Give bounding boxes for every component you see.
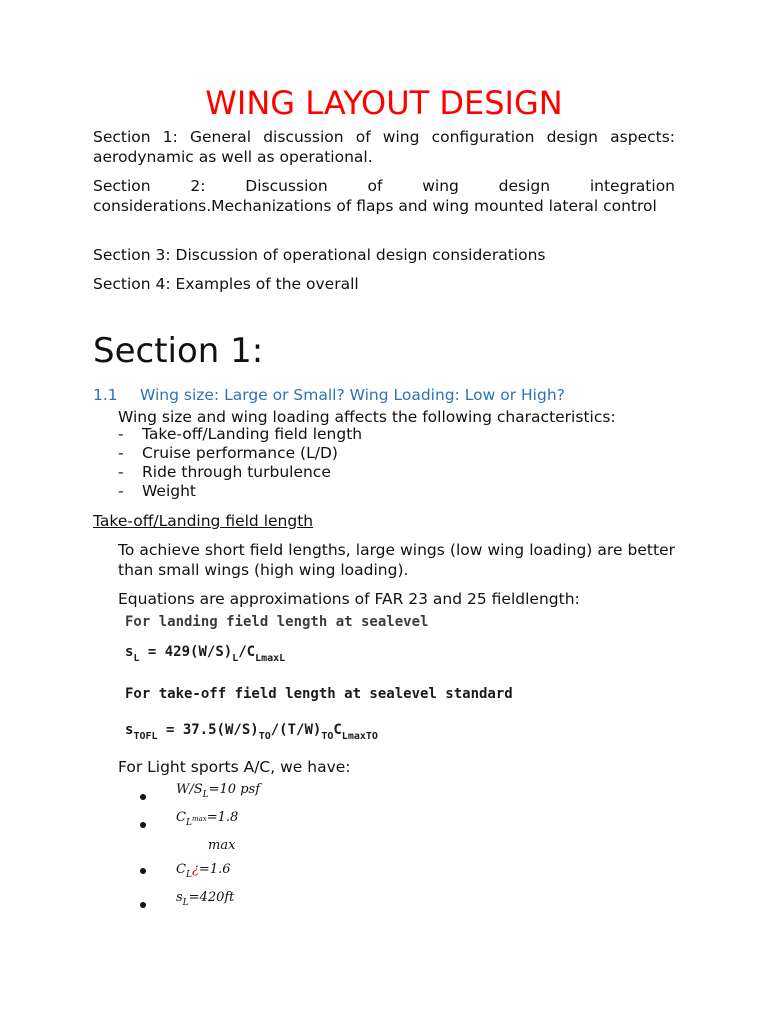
subsection-heading — [93, 386, 565, 404]
list-item: - Take-off/Landing field length — [118, 425, 363, 443]
bullet-icon — [140, 794, 146, 800]
landing-equation: $s_L = 429(W/S)_L/C_{LmaxL}$ — [125, 644, 286, 664]
list-item: - Weight — [118, 482, 197, 500]
cl-value: $C_L¿=1.6$ — [176, 862, 231, 880]
bullet-icon — [140, 868, 146, 874]
equations-image — [120, 612, 530, 744]
subsection-title: Wing size: Large or Small? Wing Loading: Low or High? — [140, 386, 565, 404]
section-1-intro: Section 1: General discussion of wing configuration design aspects: aerodynamic as well as operational. — [93, 128, 675, 166]
section-2-intro: Section 2: Discussion of wing design integration considerations.Mechanizations of flaps and wing mounted lateral control — [93, 177, 675, 215]
document-title: WING LAYOUT DESIGN — [205, 84, 563, 122]
list-item: - Ride through turbulence — [118, 463, 331, 481]
clmax-landing-value: $C_L\max=1.8$ — [176, 810, 239, 828]
list-item: - Cruise performance (L/D) — [118, 444, 338, 462]
landing-distance-value: $s_L=420ft$ — [176, 890, 235, 908]
section-4-intro: Section 4: Examples of the overall — [93, 275, 359, 293]
section-1-heading: Section 1: — [93, 331, 264, 371]
field-length-paragraph: To achieve short field lengths, large wings (low wing loading) are better than small wings (high wing loading). — [118, 541, 675, 579]
bullet-icon — [140, 902, 146, 908]
characteristics-list — [118, 425, 362, 501]
takeoff-equation: $s_{TOFL} = 37.5(W/S)_{TO}/(T/W)_{TO}C_{LmaxTO}$ — [125, 722, 378, 742]
light-sports-intro: For Light sports A/C, we have: — [118, 758, 351, 776]
max-label: max — [208, 838, 236, 853]
characteristics-intro: Wing size and wing loading affects the following characteristics: — [118, 408, 616, 426]
wing-loading-value: $W/S_L=10$ psf — [176, 782, 261, 800]
bullet-icon — [140, 822, 146, 828]
section-3-intro: Section 3: Discussion of operational design considerations — [93, 246, 546, 264]
takeoff-label: For take-off field length at sealevel standard — [125, 686, 513, 702]
subsection-number: 1.1 — [93, 386, 118, 404]
landing-label: For landing field length at sealevel — [125, 614, 429, 630]
equations-intro: Equations are approximations of FAR 23 and 25 fieldlength: — [118, 590, 580, 608]
field-length-heading: Take-off/Landing field length — [93, 512, 314, 530]
